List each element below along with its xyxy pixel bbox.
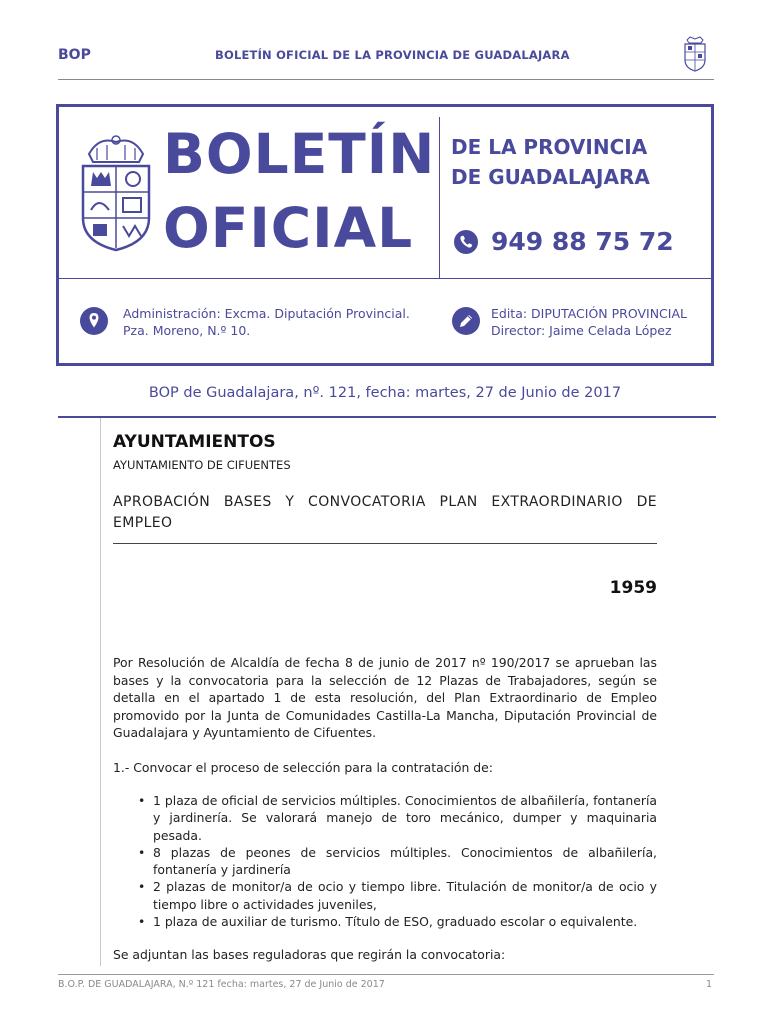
list-item-text: 1 plaza de auxiliar de turismo. Título de ESO, graduado escolar o equivalente. xyxy=(153,914,638,930)
masthead-administration: Administración: Excma. Diputación Provincial. xyxy=(123,306,410,321)
running-header-title: BOLETÍN OFICIAL DE LA PROVINCIA DE GUADALAJARA xyxy=(215,48,570,62)
masthead-title-word-2: OFICIAL xyxy=(163,196,414,260)
bullet-icon: • xyxy=(138,914,146,930)
page-number: 1 xyxy=(705,979,712,990)
list-item xyxy=(133,878,657,913)
masthead-address: Pza. Moreno, N.º 10. xyxy=(123,323,251,338)
issue-divider xyxy=(58,416,716,418)
pencil-icon xyxy=(451,306,481,336)
list-item xyxy=(133,844,657,879)
margin-rule xyxy=(100,418,101,966)
masthead-province-line-2: DE GUADALAJARA xyxy=(451,165,650,189)
body-paragraph-1: Por Resolución de Alcaldía de fecha 8 de junio de 2017 nº 190/2017 se aprueban las bases y la convocatoria para la selección de 12 Plazas de Trabajadores, según se detalla en el apartado 1 de esta resolución, del Plan Extraordinario de Empleo promovido por la Junta de Comunidades Castilla-La Mancha, Diputación Provincial de Guadalajara y Ayuntamiento de Cifuentes. xyxy=(113,655,657,740)
body-paragraph-3: Se adjuntan las bases reguladoras que regirán la convocatoria: xyxy=(113,947,506,962)
running-header xyxy=(58,44,714,80)
heading-divider xyxy=(113,543,657,544)
masthead-province-line-1: DE LA PROVINCIA xyxy=(451,135,648,159)
coat-of-arms-icon xyxy=(79,134,153,252)
bullet-icon: • xyxy=(138,879,146,895)
masthead-vertical-divider xyxy=(439,117,440,278)
phone-icon xyxy=(453,229,479,255)
masthead-title-word-1: BOLETÍN xyxy=(163,122,436,186)
masthead-publisher: Edita: DIPUTACIÓN PROVINCIAL xyxy=(491,306,687,321)
list-item-text: 2 plazas de monitor/a de ocio y tiempo libre. Titulación de monitor/a de ocio y tiempo libre o actividades juveniles, xyxy=(153,879,657,912)
masthead-phone-number: 949 88 75 72 xyxy=(491,227,674,256)
body-paragraph-2: 1.- Convocar el proceso de selección para la contratación de: xyxy=(113,760,493,775)
masthead-horizontal-divider xyxy=(59,278,711,279)
bullet-icon: • xyxy=(138,844,146,860)
list-item xyxy=(133,792,657,844)
coat-of-arms-icon xyxy=(682,36,708,72)
section-title: AYUNTAMIENTOS xyxy=(113,432,276,452)
footer-citation: B.O.P. DE GUADALAJARA, N.º 121 fecha: martes, 27 de Junio de 2017 xyxy=(58,979,385,990)
issue-line: BOP de Guadalajara, nº. 121, fecha: martes, 27 de Junio de 2017 xyxy=(148,385,622,401)
list-item-text: 1 plaza de oficial de servicios múltiples. Conocimientos de albañilería, fontanería y jardinería. Se valorará manejo de toro mecánico, dumper y maquinaria pesada. xyxy=(153,793,657,843)
running-header-bop: BOP xyxy=(58,47,91,63)
organization-name: AYUNTAMIENTO DE CIFUENTES xyxy=(113,458,291,472)
masthead xyxy=(56,104,714,366)
announcement-number: 1959 xyxy=(609,578,657,598)
location-pin-icon xyxy=(79,306,109,336)
bullet-icon: • xyxy=(138,793,146,808)
list-item xyxy=(133,913,657,930)
list-item-text: 8 plazas de peones de servicios múltiples. Conocimientos de albañilería, fontanería y jardinería xyxy=(153,844,657,878)
article-heading: APROBACIÓN BASES Y CONVOCATORIA PLAN EXTRAORDINARIO DE EMPLEO xyxy=(113,494,657,531)
vacancy-list xyxy=(133,792,657,930)
footer-divider xyxy=(58,974,714,975)
masthead-director: Director: Jaime Celada López xyxy=(491,323,672,338)
